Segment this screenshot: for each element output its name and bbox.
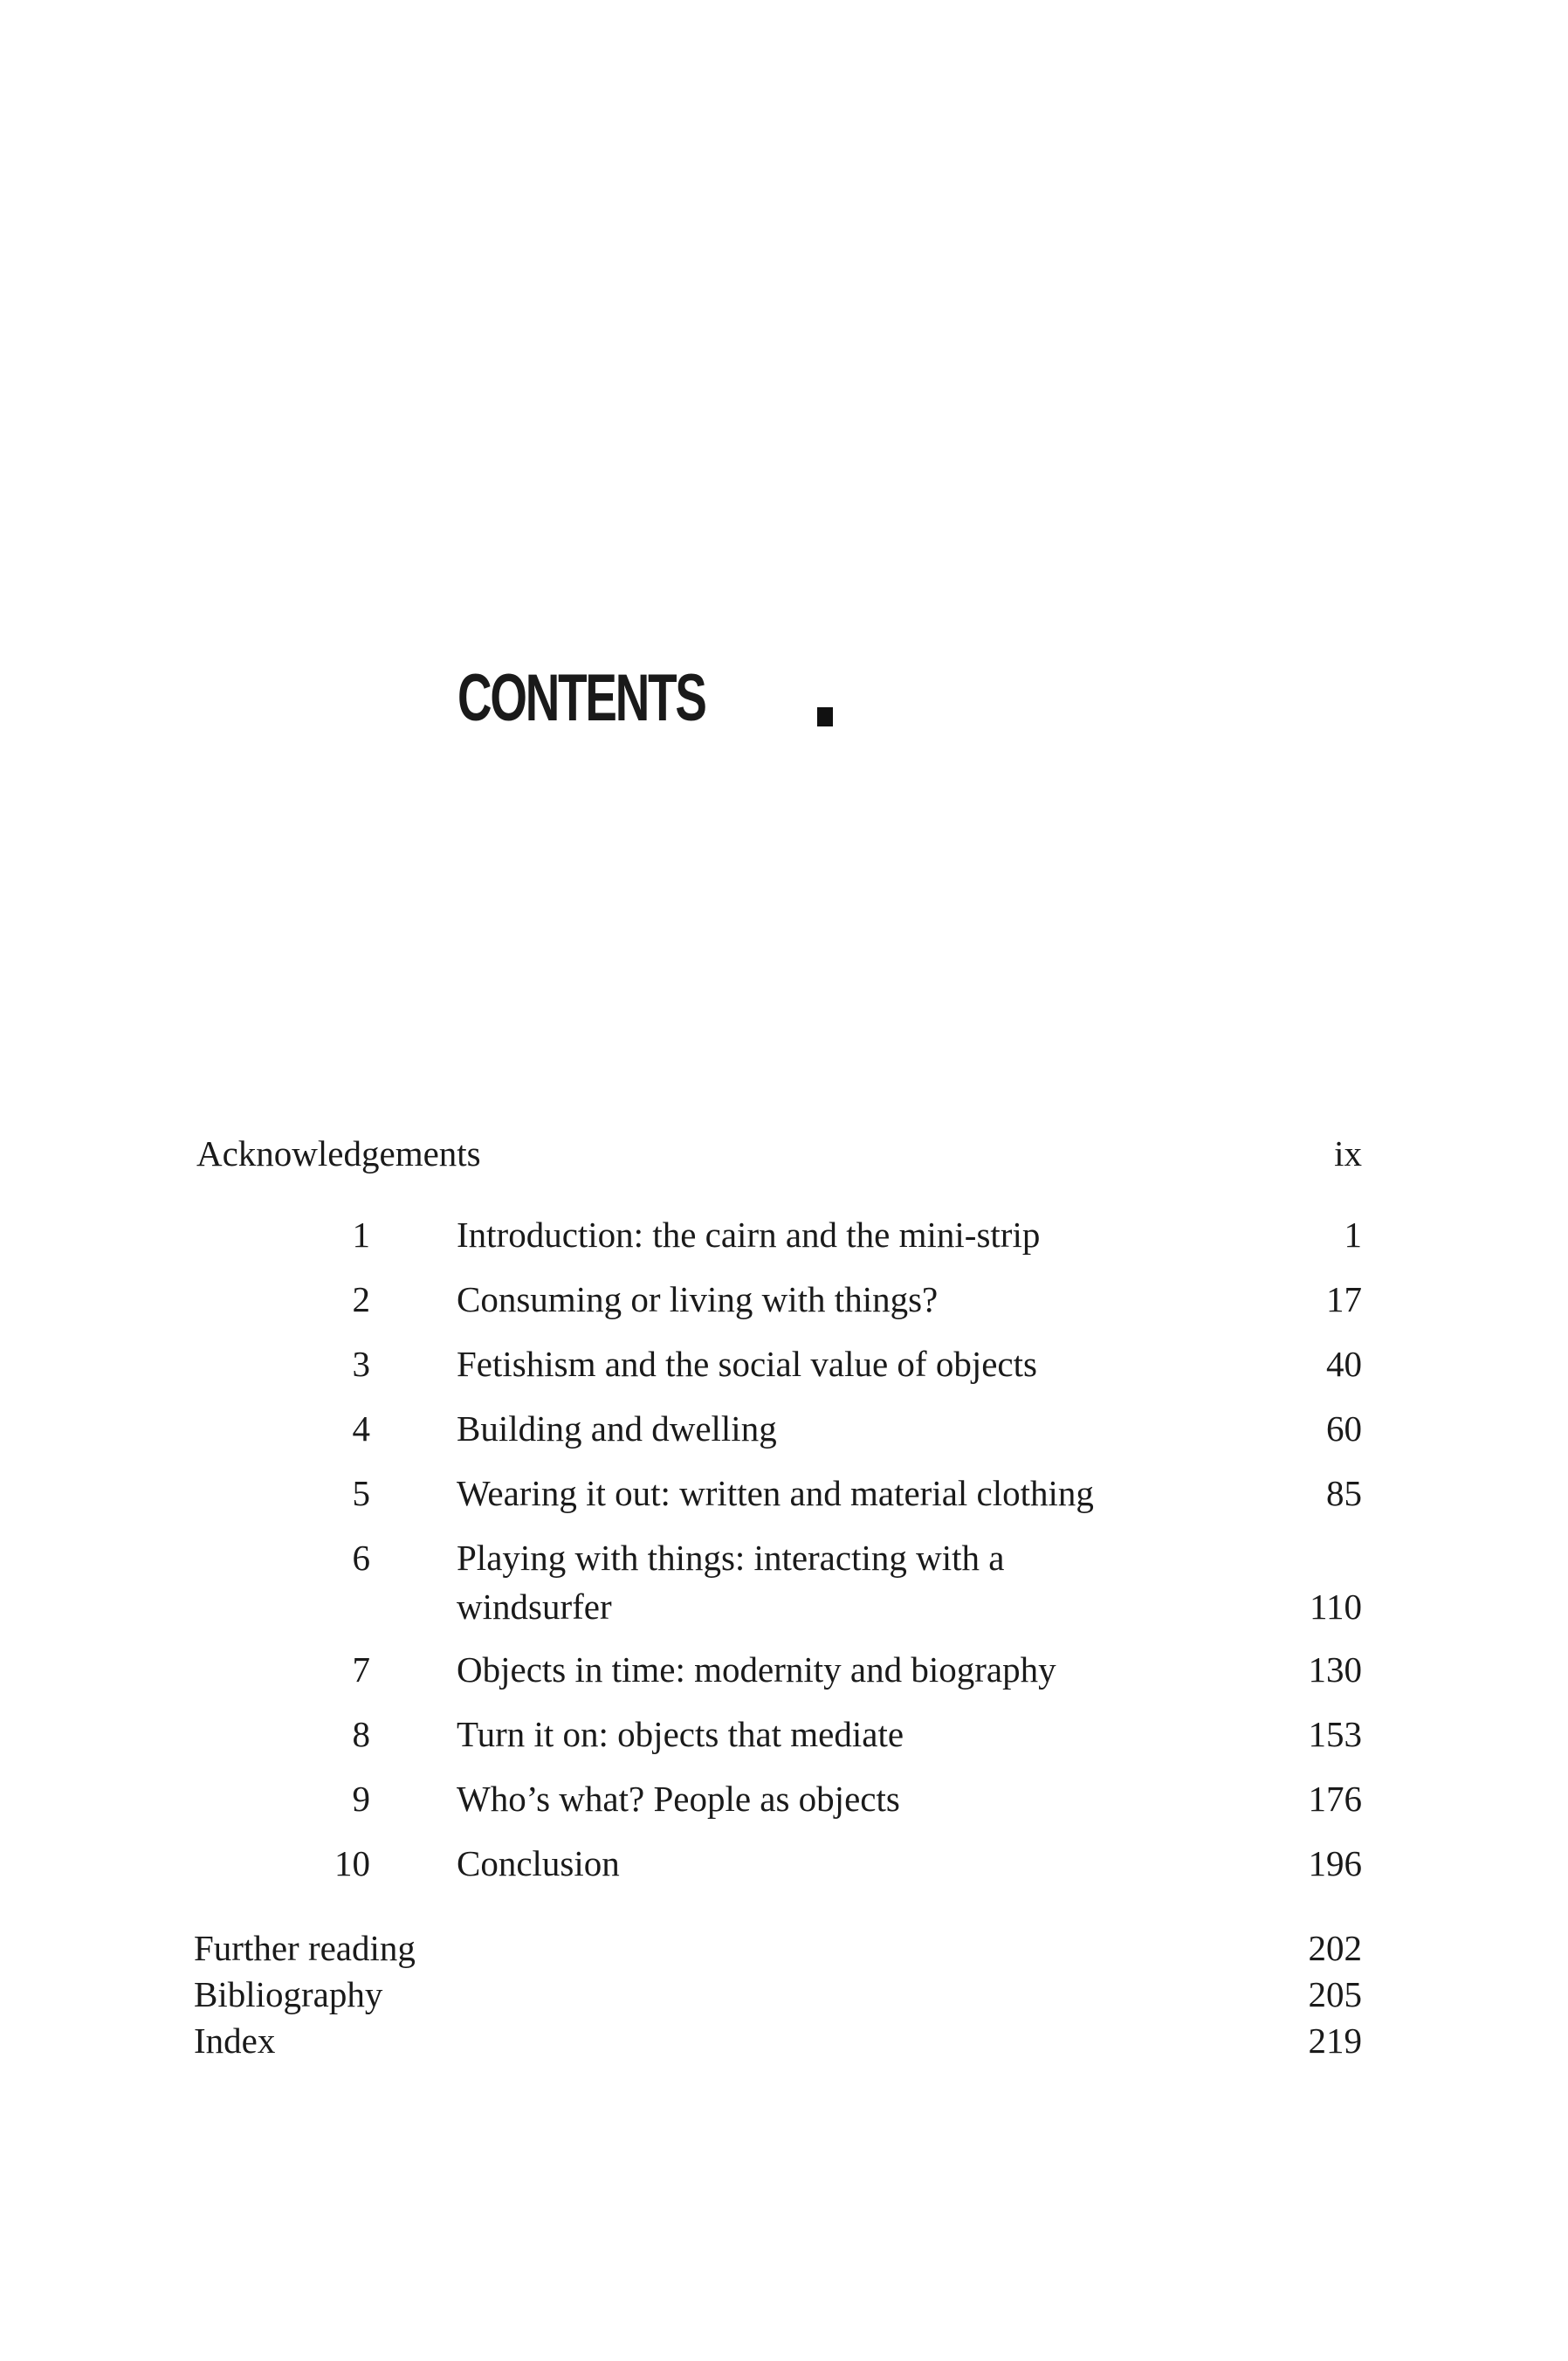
toc-entry-title: Index xyxy=(194,2020,276,2061)
toc-entry-page: 205 xyxy=(1308,1974,1362,2014)
chapter-number: 7 xyxy=(352,1649,370,1690)
toc-entry-bibliography[interactable] xyxy=(0,1970,1568,2019)
chapter-title: Conclusion xyxy=(457,1843,620,1883)
chapter-title: Consuming or living with things? xyxy=(457,1279,939,1319)
toc-chapter-2[interactable] xyxy=(0,1275,1568,1324)
toc-chapter-5[interactable] xyxy=(0,1469,1568,1518)
toc-chapter-3[interactable] xyxy=(0,1339,1568,1388)
toc-entry-page: ix xyxy=(1334,1133,1362,1174)
chapter-title: Playing with things: interacting with a windsurfer xyxy=(457,1538,1005,1627)
toc-chapter-1[interactable] xyxy=(0,1210,1568,1259)
toc-chapter-7[interactable] xyxy=(0,1645,1568,1694)
toc-entry-title: Acknowledgements xyxy=(196,1133,481,1174)
chapter-title: Objects in time: modernity and biography xyxy=(457,1649,1056,1690)
chapter-number: 6 xyxy=(352,1538,370,1578)
toc-chapter-8[interactable] xyxy=(0,1710,1568,1759)
toc-entry-further-reading[interactable] xyxy=(0,1924,1568,1972)
chapter-number: 2 xyxy=(352,1279,370,1319)
chapter-number: 1 xyxy=(352,1215,370,1255)
chapter-page: 110 xyxy=(1310,1587,1362,1627)
toc-chapter-4[interactable] xyxy=(0,1404,1568,1453)
toc-chapter-9[interactable] xyxy=(0,1774,1568,1823)
chapter-page: 60 xyxy=(1326,1408,1362,1449)
chapter-page: 1 xyxy=(1344,1215,1362,1255)
chapter-page: 85 xyxy=(1326,1473,1362,1513)
chapter-number: 9 xyxy=(352,1779,370,1819)
chapter-title: Fetishism and the social value of objects xyxy=(457,1344,1037,1384)
chapter-page: 17 xyxy=(1326,1279,1362,1319)
chapter-page: 40 xyxy=(1326,1344,1362,1384)
chapter-title: Building and dwelling xyxy=(457,1408,777,1449)
chapter-number: 4 xyxy=(352,1408,370,1449)
chapter-title: Who’s what? People as objects xyxy=(457,1779,900,1819)
chapter-number: 5 xyxy=(352,1473,370,1513)
toc-entry-index[interactable] xyxy=(0,2016,1568,2065)
chapter-number: 8 xyxy=(352,1714,370,1754)
chapter-page: 196 xyxy=(1308,1843,1362,1883)
toc-chapter-10[interactable] xyxy=(0,1839,1568,1888)
chapter-page: 153 xyxy=(1308,1714,1362,1754)
toc-entry-page: 219 xyxy=(1308,2020,1362,2061)
toc-entry-acknowledgements[interactable] xyxy=(0,1129,1568,1178)
chapter-title: Introduction: the cairn and the mini-strip xyxy=(457,1215,1041,1255)
chapter-number: 3 xyxy=(352,1344,370,1384)
toc-chapter-6[interactable] xyxy=(0,1533,1568,1631)
chapter-title: Wearing it out: written and material clothing xyxy=(457,1473,1094,1513)
toc-entry-page: 202 xyxy=(1308,1928,1362,1968)
chapter-page: 130 xyxy=(1308,1649,1362,1690)
page-title: CONTENTS xyxy=(457,661,705,735)
chapter-number: 10 xyxy=(334,1843,370,1883)
toc-entry-title: Bibliography xyxy=(194,1974,383,2014)
chapter-title: Turn it on: objects that mediate xyxy=(457,1714,904,1754)
toc-entry-title: Further reading xyxy=(194,1928,416,1968)
chapter-page: 176 xyxy=(1308,1779,1362,1819)
